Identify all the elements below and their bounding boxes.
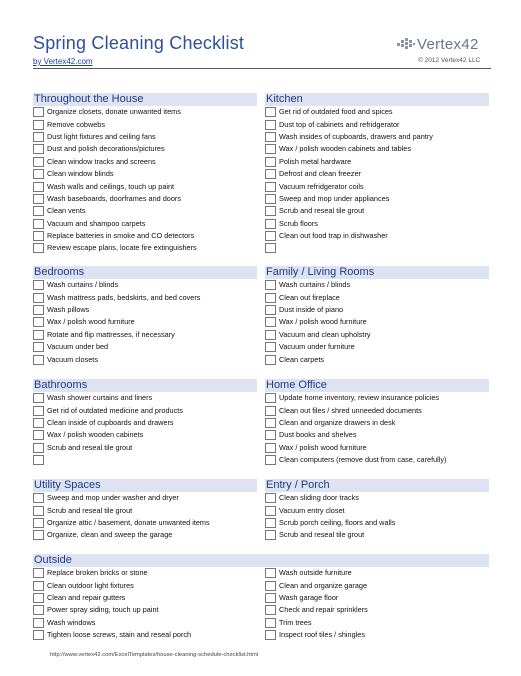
checkbox[interactable] [33,317,44,327]
section-title: Bathrooms [33,379,257,392]
checklist-item [33,604,265,616]
checklist-item [33,205,257,217]
checkbox[interactable] [265,280,276,290]
checklist-item-label: Polish metal hardware [279,156,352,166]
section-title: Family / Living Rooms [265,266,489,279]
checklist-item [33,579,265,591]
checklist-item-label: Scrub and reseal tile grout [279,530,365,540]
checklist-item-label: Vacuum closets [47,354,98,364]
section-bathrooms [33,379,257,466]
checklist-item-label: Clean and organize drawers in desk [279,417,396,427]
checkbox[interactable] [265,418,276,428]
checkbox[interactable] [33,231,44,241]
checkbox[interactable] [265,157,276,167]
section-title: Home Office [265,379,489,392]
checkbox[interactable] [265,593,276,603]
checkbox[interactable] [265,443,276,453]
checklist-item [33,168,257,180]
checklist-item-label: Wash insides of cupboards, drawers and pantry [279,131,433,141]
checkbox[interactable] [33,506,44,516]
checklist-item [265,629,489,641]
checklist-item-label: Get rid of outdated food and spices [279,107,393,117]
checklist-item-label: Wash shower curtains and liners [47,393,153,403]
checklist-item-label: Get rid of outdated medicine and products [47,405,183,415]
checklist-item-label: Wash garage floor [279,592,339,602]
checkbox[interactable] [265,169,276,179]
checklist-item [33,279,257,291]
checkbox[interactable] [265,506,276,516]
checklist-item [33,218,257,230]
checkbox[interactable] [33,518,44,528]
checkbox[interactable] [33,581,44,591]
checkbox[interactable] [33,418,44,428]
logo-text: Vertex42 [417,36,479,53]
checklist-item-label: Clean outdoor light fixtures [47,580,134,590]
checkbox[interactable] [265,182,276,192]
checklist-item [265,156,489,168]
checklist-item [265,604,489,616]
checklist-item-label: Clean out files / shred unneeded documents [279,405,422,415]
checklist-item-label: Wash walls and ceilings, touch up paint [47,181,175,191]
checklist-item-label: Update home inventory, review insurance policies [279,393,440,403]
checklist-item-label: Check and repair sprinklers [279,605,368,615]
checklist-item-label: Vacuum refridgerator coils [279,181,364,191]
checkbox[interactable] [33,430,44,440]
checkbox[interactable] [265,618,276,628]
checklist-item [265,579,489,591]
checklist-item-label: Replace batteries in smoke and CO detectors [47,231,195,241]
checkbox[interactable] [265,231,276,241]
checkbox[interactable] [265,342,276,352]
checkbox[interactable] [33,330,44,340]
checklist-item [33,106,257,118]
checklist-item [265,131,489,143]
checklist-item-label: Organize closets, donate unwanted items [47,107,181,117]
checklist-item-label: Clean and repair gutters [47,592,126,602]
checkbox[interactable] [33,455,44,465]
checklist-item [33,592,265,604]
checklist-item [33,617,265,629]
checklist-item-label: Clean out fireplace [279,292,340,302]
checklist-item [33,131,257,143]
checkbox[interactable] [33,182,44,192]
checklist-item-label: Vacuum entry closet [279,505,345,515]
checklist-item-label: Vacuum under furniture [279,342,355,352]
checkbox[interactable] [265,581,276,591]
checkbox[interactable] [265,243,276,253]
checklist-item-label: Organize, clean and sweep the garage [47,530,173,540]
checklist-item-label: Trim trees [279,617,312,627]
checkbox[interactable] [33,630,44,640]
checklist-item-label: Sweep and mop under appliances [279,193,390,203]
section-title: Throughout the House [33,93,257,106]
checklist-item [265,353,489,365]
checklist-item-label: Clean vents [47,206,86,216]
checkbox[interactable] [265,330,276,340]
checklist-item [265,106,489,118]
checkbox[interactable] [33,406,44,416]
section-outside [33,554,489,641]
checklist-item-label: Dust inside of piano [279,304,344,314]
checklist-item-label: Power spray siding, touch up paint [47,605,159,615]
checklist-item [33,629,265,641]
checkbox[interactable] [33,107,44,117]
checklist-item-label: Clean and organize garage [279,580,368,590]
checklist-item [33,454,257,466]
checkbox[interactable] [265,144,276,154]
checklist-item-label: Scrub floors [279,218,318,228]
checkbox[interactable] [33,132,44,142]
section-title: Outside [33,554,489,567]
checkbox[interactable] [33,280,44,290]
section-title: Utility Spaces [33,479,257,492]
checklist-item [265,529,489,541]
checklist-item [33,404,257,416]
checklist-item [33,156,257,168]
checklist-item-label: Wax / polish wooden cabinets [47,430,144,440]
checkbox[interactable] [33,593,44,603]
checklist-item-label: Wash outside furniture [279,568,352,578]
checklist-item-label: Wax / polish wooden cabinets and tables [279,144,411,154]
checkbox[interactable] [265,317,276,327]
checklist-item [33,353,257,365]
checkbox[interactable] [33,605,44,615]
checklist-item [265,193,489,205]
checklist-item-label: Wax / polish wood furniture [279,442,367,452]
checklist-item [265,517,489,529]
checklist-item [33,567,265,579]
checkbox[interactable] [265,107,276,117]
checkbox[interactable] [33,144,44,154]
checklist-item-label: Wax / polish wood furniture [279,317,367,327]
checkbox[interactable] [265,530,276,540]
checklist-item [265,592,489,604]
section-title: Kitchen [265,93,489,106]
checklist-item [265,143,489,155]
checklist-item [33,517,257,529]
checklist-item [33,242,257,254]
section-title: Bedrooms [33,266,257,279]
checklist-item [265,218,489,230]
checklist-item-label: Dust top of cabinets and refridgerator [279,119,400,129]
checklist-item-label: Scrub porch ceiling, floors and walls [279,517,396,527]
checklist-item-label: Scrub and reseal tile grout [47,505,133,515]
checklist-item-label: Dust light fixtures and ceiling fans [47,131,156,141]
checklist-item-label: Wash mattress pads, bedskirts, and bed covers [47,292,201,302]
checkbox[interactable] [265,132,276,142]
checklist-item [265,504,489,516]
checklist-item [265,442,489,454]
checklist-item [33,180,257,192]
checklist-item [33,329,257,341]
checklist-item [265,429,489,441]
checklist-item-label: Vacuum and shampoo carpets [47,218,146,228]
section-kitchen [265,93,489,255]
checklist-item-label: Scrub and reseal tile grout [47,442,133,452]
checklist-item-label: Wash baseboards, doorframes and doors [47,193,181,203]
page-title: Spring Cleaning Checklist [33,33,245,53]
checklist-item-label: Dust and polish decorations/pictures [47,144,165,154]
checkbox[interactable] [33,393,44,403]
checkbox[interactable] [265,293,276,303]
checkbox[interactable] [33,355,44,365]
checklist-item-label: Vacuum under bed [47,342,109,352]
checklist-item-label: Dust books and shelves [279,430,357,440]
checklist-item-label: Wash curtains / blinds [279,280,351,290]
checklist-item-label: Remove cobwebs [47,119,105,129]
checklist-item [33,304,257,316]
checklist-item [33,341,257,353]
section-entry-porch [265,479,489,542]
checkbox[interactable] [33,206,44,216]
checklist-item-label: Wash curtains / blinds [47,280,119,290]
checkbox[interactable] [265,605,276,615]
checklist-item [265,567,489,579]
checklist-item [33,230,257,242]
checklist-item-label: Vacuum and clean upholstry [279,329,371,339]
checklist-item [265,230,489,242]
checklist-item [33,417,257,429]
section-title: Entry / Porch [265,479,489,492]
checkbox[interactable] [265,305,276,315]
checklist-item [265,617,489,629]
checkbox[interactable] [33,293,44,303]
checkbox[interactable] [33,194,44,204]
checklist-item [33,442,257,454]
checklist-item-label: Wash pillows [47,304,90,314]
checkbox[interactable] [265,120,276,130]
checklist-item [265,492,489,504]
checklist-item-label: Clean window tracks and screens [47,156,156,166]
checklist-item [33,193,257,205]
section-family-living-rooms [265,266,489,366]
checkbox[interactable] [33,618,44,628]
checkbox[interactable] [33,568,44,578]
checklist-item [265,404,489,416]
checklist-item [33,291,257,303]
checklist-item [265,341,489,353]
checkbox[interactable] [265,194,276,204]
checkbox[interactable] [265,206,276,216]
checklist-item [33,429,257,441]
checklist-item-label: Clean sliding door tracks [279,493,359,503]
checkbox[interactable] [265,355,276,365]
checkbox[interactable] [265,393,276,403]
footer-url[interactable]: http://www.vertex42.com/ExcelTemplates/house-cleaning-schedule-checklist.html [50,652,259,658]
checkbox[interactable] [265,630,276,640]
checkbox[interactable] [265,518,276,528]
section-utility-spaces [33,479,257,542]
checkbox[interactable] [33,120,44,130]
checklist-item [33,143,257,155]
checklist-item [265,118,489,130]
checklist-item-label: Sweep and mop under washer and dryer [47,493,179,503]
checklist-item-label: Clean computers (remove dust from case, carefully) [279,455,447,465]
checklist-item-label: Wax / polish wood furniture [47,317,135,327]
copyright: © 2012 Vertex42 LLC [418,57,481,64]
checklist-item-label: Review escape plans, locate fire extinguishers [47,243,197,253]
section-bedrooms [33,266,257,366]
checklist-item [265,316,489,328]
checkbox[interactable] [265,568,276,578]
checkbox[interactable] [33,493,44,503]
checklist-item-label: Scrub and reseal tile grout [279,206,365,216]
checkbox[interactable] [265,406,276,416]
checklist-item-label: Clean out food trap in dishwasher [279,231,388,241]
section-home-office [265,379,489,466]
checklist-item [265,392,489,404]
checkbox[interactable] [33,342,44,352]
checklist-item [265,279,489,291]
checklist-item [265,180,489,192]
checklist-item [265,329,489,341]
checkbox[interactable] [33,157,44,167]
checklist-item-label: Tighten loose screws, stain and reseal porch [47,630,192,640]
checklist-item [265,454,489,466]
section-throughout-the-house [33,93,257,255]
checklist-item-label: Defrost and clean freezer [279,169,361,179]
checklist-item [265,205,489,217]
checkbox[interactable] [265,430,276,440]
checklist-item [33,504,257,516]
checklist-item-label: Rotate and flip mattresses, if necessary [47,329,175,339]
checklist-item [33,529,257,541]
checklist-item [265,291,489,303]
checkbox[interactable] [33,243,44,253]
checklist-item [265,417,489,429]
checklist-item [265,304,489,316]
checklist-item-label: Clean inside of cupboards and drawers [47,417,174,427]
checklist-item-label: Clean window blinds [47,169,114,179]
checkbox[interactable] [33,219,44,229]
checklist-item [33,492,257,504]
checkbox[interactable] [33,305,44,315]
checklist-item [33,316,257,328]
checkbox[interactable] [265,219,276,229]
checklist-item [33,392,257,404]
checklist-item-label: Replace broken bricks or stone [47,568,148,578]
checklist-item-label: Clean carpets [279,354,325,364]
header-divider [33,68,491,69]
checklist-item [33,118,257,130]
checkbox[interactable] [265,455,276,465]
checkbox[interactable] [33,169,44,179]
checklist-item-label: Wash windows [47,617,96,627]
byline-link[interactable]: by Vertex42.com [33,57,93,66]
checklist-item-label: Inspect roof tiles / shingles [279,630,365,640]
checklist-item [265,242,489,254]
checklist-item [265,168,489,180]
checkbox[interactable] [33,530,44,540]
checklist-item-label: Organize attic / basement, donate unwanted items [47,517,210,527]
checkbox[interactable] [33,443,44,453]
checkbox[interactable] [265,493,276,503]
